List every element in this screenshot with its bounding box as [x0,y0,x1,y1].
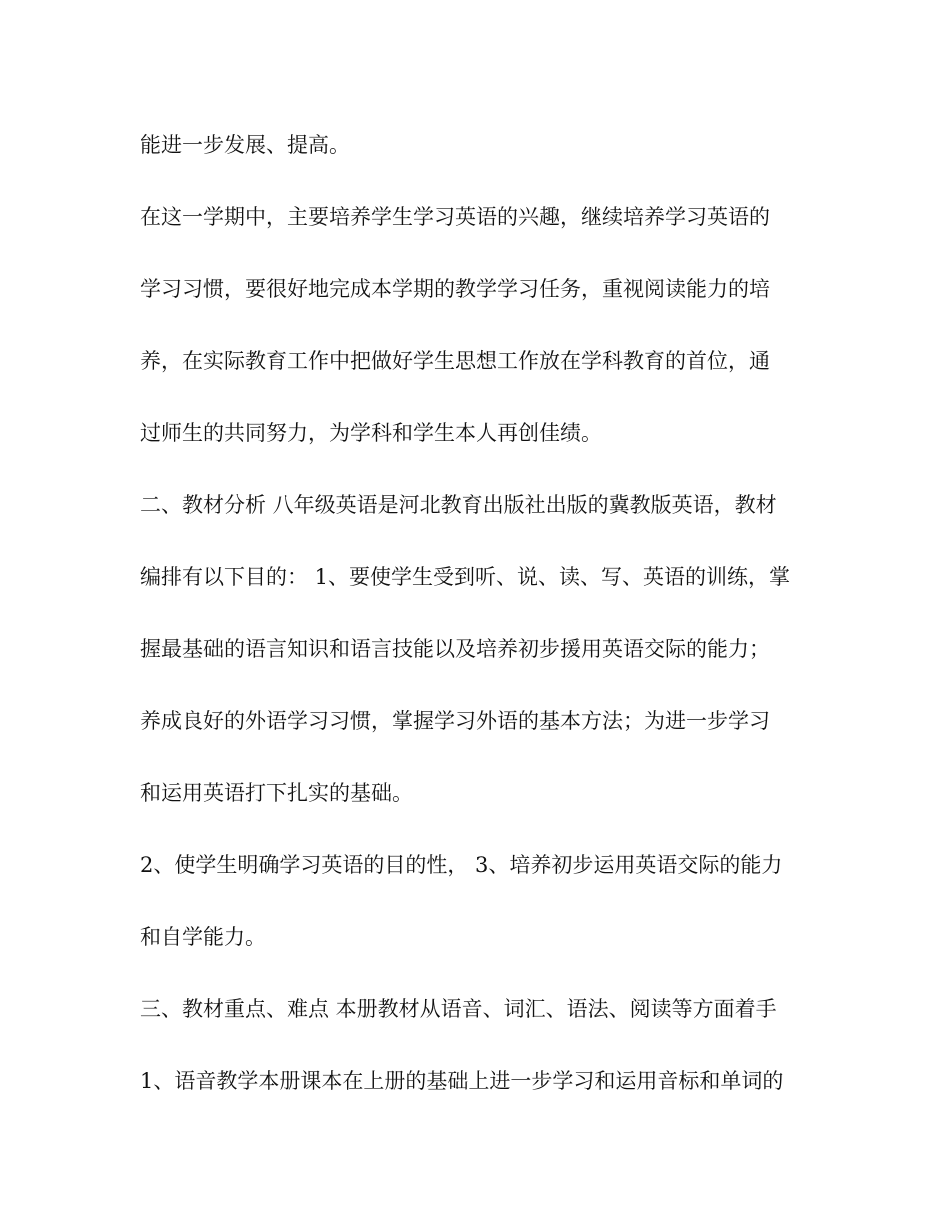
text-line: 在这一学期中，主要培养学生学习英语的兴趣，继续培养学习英语的 [140,205,770,229]
text-line: 过师生的共同努力，为学科和学生本人再创佳绩。 [140,421,602,445]
section-heading-line: 三、教材重点、难点 本册教材从语音、词汇、语法、阅读等方面着手 [140,997,777,1021]
text-line: 2、使学生明确学习英语的目的性， 3、培养初步运用英语交际的能力 [140,853,783,877]
text-line: 编排有以下目的： 1、要使学生受到听、说、读、写、英语的训练，掌 [140,565,791,589]
text-line: 学习习惯，要很好地完成本学期的教学学习任务，重视阅读能力的培 [140,277,770,301]
text-line: 能进一步发展、提高。 [140,133,350,157]
text-line: 1、语音教学本册课本在上册的基础上进一步学习和运用音标和单词的 [140,1069,784,1093]
text-line: 和运用英语打下扎实的基础。 [140,781,413,805]
text-line: 和自学能力。 [140,925,266,949]
text-line: 握最基础的语言知识和语言技能以及培养初步援用英语交际的能力； [140,637,770,661]
text-line: 养，在实际教育工作中把做好学生思想工作放在学科教育的首位，通 [140,349,770,373]
section-heading-line: 二、教材分析 八年级英语是河北教育出版社出版的冀教版英语，教材 [140,493,777,517]
text-line: 养成良好的外语学习习惯，掌握学习外语的基本方法；为进一步学习 [140,709,770,733]
